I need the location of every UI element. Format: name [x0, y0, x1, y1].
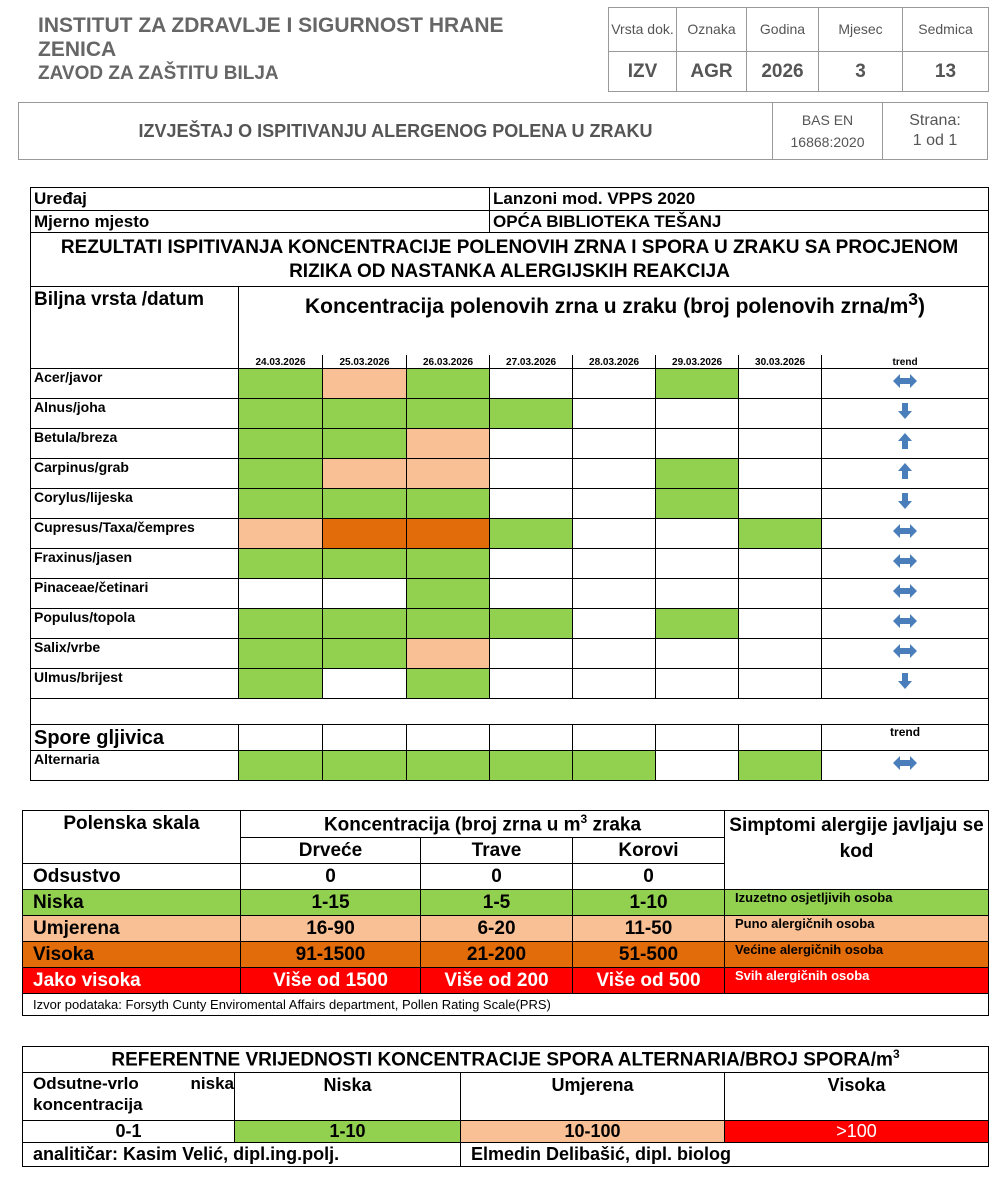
concentration-cell [323, 459, 407, 489]
scale-level-label: Umjerena [23, 916, 241, 942]
scale-grass-value: 6-20 [421, 916, 573, 942]
scale-weeds-value: 11-50 [573, 916, 725, 942]
alternaria-title-sup: 3 [892, 1047, 900, 1062]
arrow-left-right-icon [890, 619, 920, 636]
concentration-header [239, 287, 989, 355]
pollen-row [31, 669, 989, 699]
spore-header-cell [239, 725, 323, 751]
pollen-name: Acer/javor [31, 369, 239, 399]
concentration-cell [739, 489, 822, 519]
scale-row [23, 968, 989, 994]
concentration-cell [323, 519, 407, 549]
concentration-cell [739, 609, 822, 639]
pollen-name: Populus/topola [31, 609, 239, 639]
scale-weeds-value: 1-10 [573, 890, 725, 916]
trend-cell [822, 751, 989, 781]
institute-line3: ZAVOD ZA ZAŠTITU BILJA [38, 63, 279, 84]
spore-trend-header: trend [822, 725, 989, 751]
trend-header: trend [822, 355, 989, 369]
species-header: Biljna vrsta /datum [31, 287, 239, 369]
spacer-cell [31, 699, 989, 725]
concentration-cell [573, 399, 656, 429]
concentration-cell [239, 489, 323, 519]
pollen-name: Alnus/joha [31, 399, 239, 429]
concentration-cell [490, 639, 573, 669]
date-header: 29.03.2026 [656, 355, 739, 369]
concentration-cell [739, 519, 822, 549]
scale-weeds-value: 51-500 [573, 942, 725, 968]
pollen-name: Corylus/lijeska [31, 489, 239, 519]
concentration-cell [739, 549, 822, 579]
concentration-cell [739, 399, 822, 429]
scale-grass-value: Više od 200 [421, 968, 573, 994]
scale-grass-value: 1-5 [421, 890, 573, 916]
concentration-cell [739, 429, 822, 459]
concentration-cell [323, 579, 407, 609]
doc-week-value: 13 [903, 52, 989, 92]
concentration-cell [490, 669, 573, 699]
concentration-cell [656, 519, 739, 549]
results-title: REZULTATI ISPITIVANJA KONCENTRACIJE POLENOVIH ZRNA I SPORA U ZRAKU SA PROCJENOM RIZIKA OD NASTANKA ALERGIJSKIH REAKCIJA [31, 233, 989, 287]
trend-cell [822, 429, 989, 459]
concentration-cell [407, 369, 490, 399]
biologist-name: Elmedin Delibašić, dipl. biolog [461, 1143, 989, 1167]
concentration-cell [407, 459, 490, 489]
concentration-cell [407, 669, 490, 699]
alternaria-title-text: REFERENTNE VRIJEDNOSTI KONCENTRACIJE SPORA ALTERNARIA/BROJ SPORA/m [111, 1049, 893, 1071]
scale-grass-value: 21-200 [421, 942, 573, 968]
spore-header-cell [490, 725, 573, 751]
arrow-left-right-icon [890, 589, 920, 606]
concentration-cell [239, 369, 323, 399]
pollen-row [31, 489, 989, 519]
report-title-box [18, 102, 988, 160]
date-header: 27.03.2026 [490, 355, 573, 369]
concentration-cell [407, 579, 490, 609]
alternaria-value-moderate: 10-100 [461, 1121, 725, 1143]
concentration-cell [239, 429, 323, 459]
spore-header-cell [573, 725, 656, 751]
concentration-cell [573, 519, 656, 549]
alternaria-level-low: Niska [235, 1073, 461, 1121]
alternaria-value-low: 1-10 [235, 1121, 461, 1143]
concentration-cell [656, 751, 739, 781]
trend-cell [822, 369, 989, 399]
concentration-cell [323, 609, 407, 639]
concentration-cell [239, 751, 323, 781]
scale-trees-value: 91-1500 [241, 942, 421, 968]
doc-code-value: AGR [677, 52, 747, 92]
doc-code-label: Oznaka [677, 8, 747, 52]
scale-row [23, 942, 989, 968]
pollen-row [31, 639, 989, 669]
spore-name: Alternaria [31, 751, 239, 781]
concentration-cell [490, 519, 573, 549]
date-header: 26.03.2026 [407, 355, 490, 369]
concentration-cell [656, 489, 739, 519]
concentration-cell [323, 549, 407, 579]
arrow-up-icon [890, 469, 920, 486]
arrow-down-icon [890, 679, 920, 696]
location-label: Mjerno mjesto [31, 211, 490, 233]
report-title: IZVJEŠTAJ O ISPITIVANJU ALERGENOG POLENA U ZRAKU [19, 103, 773, 160]
scale-col-weeds: Korovi [573, 838, 725, 864]
concentration-cell [739, 459, 822, 489]
concentration-cell [239, 519, 323, 549]
concentration-cell [573, 579, 656, 609]
pollen-name: Ulmus/brijest [31, 669, 239, 699]
date-header: 28.03.2026 [573, 355, 656, 369]
concentration-header-text: Koncentracija polenovih zrna u zraku (broj polenovih zrna/m [305, 295, 909, 318]
location-value: OPĆA BIBLIOTEKA TEŠANJ [490, 211, 989, 233]
concentration-cell [573, 369, 656, 399]
pollen-scale-table [22, 810, 989, 1016]
spacer-row [31, 699, 989, 725]
spore-header-row [31, 725, 989, 751]
pollen-row [31, 609, 989, 639]
arrow-down-icon [890, 499, 920, 516]
concentration-cell [573, 639, 656, 669]
scale-header: Polenska skala [23, 811, 241, 864]
concentration-cell [656, 669, 739, 699]
scale-trees-value: 16-90 [241, 916, 421, 942]
concentration-cell [407, 399, 490, 429]
concentration-cell [239, 639, 323, 669]
concentration-cell [490, 579, 573, 609]
scale-level-label: Niska [23, 890, 241, 916]
scale-concentration-sup: 3 [580, 811, 588, 826]
concentration-cell [656, 369, 739, 399]
doc-month-label: Mjesec [819, 8, 903, 52]
arrow-left-right-icon [890, 379, 920, 396]
concentration-cell [239, 579, 323, 609]
device-value: Lanzoni mod. VPPS 2020 [490, 188, 989, 211]
doc-year-value: 2026 [747, 52, 819, 92]
concentration-cell [573, 429, 656, 459]
arrow-left-right-icon [890, 649, 920, 666]
concentration-cell [323, 429, 407, 459]
scale-weeds-value: 0 [573, 864, 725, 890]
concentration-cell [407, 429, 490, 459]
scale-source-row [23, 994, 989, 1016]
concentration-cell [239, 669, 323, 699]
institute-line2: ZENICA [38, 38, 117, 61]
spore-header-cell [656, 725, 739, 751]
concentration-cell [739, 669, 822, 699]
concentration-cell [407, 549, 490, 579]
pollen-row [31, 579, 989, 609]
concentration-cell [323, 751, 407, 781]
scale-concentration-header [241, 811, 725, 838]
scale-row [23, 916, 989, 942]
concentration-cell [407, 751, 490, 781]
scale-trees-value: 1-15 [241, 890, 421, 916]
pollen-name: Carpinus/grab [31, 459, 239, 489]
concentration-header-sup: 3 [908, 289, 919, 309]
concentration-cell [323, 399, 407, 429]
concentration-cell [490, 399, 573, 429]
trend-cell [822, 519, 989, 549]
page-number [883, 103, 988, 160]
scale-grass-value: 0 [421, 864, 573, 890]
concentration-cell [739, 639, 822, 669]
trend-cell [822, 609, 989, 639]
concentration-cell [490, 459, 573, 489]
arrow-up-icon [890, 439, 920, 456]
doc-year-label: Godina [747, 8, 819, 52]
concentration-cell [656, 609, 739, 639]
pollen-name: Fraxinus/jasen [31, 549, 239, 579]
date-header: 25.03.2026 [323, 355, 407, 369]
trend-cell [822, 459, 989, 489]
spore-header-cell [739, 725, 822, 751]
pollen-row [31, 519, 989, 549]
concentration-cell [573, 549, 656, 579]
scale-col-trees: Drveće [241, 838, 421, 864]
concentration-cell [739, 579, 822, 609]
trend-cell [822, 399, 989, 429]
alternaria-value-absent: 0-1 [23, 1121, 235, 1143]
institute-name [38, 14, 598, 86]
alternaria-value-high: >100 [725, 1121, 989, 1143]
scale-symptom: Puno alergičnih osoba [725, 916, 989, 942]
doc-type-value: IZV [609, 52, 677, 92]
trend-cell [822, 579, 989, 609]
institute-line1: INSTITUT ZA ZDRAVLJE I SIGURNOST HRANE [38, 14, 504, 37]
scale-symptom: Svih alergičnih osoba [725, 968, 989, 994]
pollen-name: Cupresus/Taxa/čempres [31, 519, 239, 549]
pollen-row [31, 549, 989, 579]
pollen-name: Betula/breza [31, 429, 239, 459]
alternaria-title [23, 1047, 989, 1073]
concentration-cell [239, 399, 323, 429]
scale-trees-value: 0 [241, 864, 421, 890]
concentration-cell [656, 549, 739, 579]
concentration-cell [490, 369, 573, 399]
scale-level-label: Visoka [23, 942, 241, 968]
concentration-cell [407, 519, 490, 549]
arrow-down-icon [890, 409, 920, 426]
doc-month-value: 3 [819, 52, 903, 92]
concentration-cell [739, 369, 822, 399]
scale-row [23, 890, 989, 916]
concentration-cell [739, 751, 822, 781]
date-header: 24.03.2026 [239, 355, 323, 369]
concentration-cell [573, 459, 656, 489]
concentration-cell [490, 429, 573, 459]
concentration-cell [323, 369, 407, 399]
spore-header-cell [407, 725, 490, 751]
concentration-cell [407, 639, 490, 669]
trend-cell [822, 549, 989, 579]
concentration-cell [407, 609, 490, 639]
arrow-left-right-icon [890, 761, 920, 778]
concentration-cell [656, 579, 739, 609]
concentration-cell [573, 751, 656, 781]
concentration-cell [656, 639, 739, 669]
spore-row [31, 751, 989, 781]
concentration-cell [490, 609, 573, 639]
scale-concentration-text: Koncentracija (broj zrna u m [323, 814, 581, 836]
scale-source: Izvor podataka: Forsyth Cunty Enviromental Affairs department, Pollen Rating Scale(PRS) [23, 994, 989, 1016]
concentration-cell [656, 459, 739, 489]
alternaria-level-moderate: Umjerena [461, 1073, 725, 1121]
scale-level-label: Odsustvo [23, 864, 241, 890]
concentration-cell [490, 489, 573, 519]
concentration-header-end: ) [918, 295, 926, 318]
concentration-cell [573, 489, 656, 519]
concentration-cell [323, 489, 407, 519]
concentration-cell [239, 549, 323, 579]
concentration-cell [239, 459, 323, 489]
pollen-row [31, 429, 989, 459]
pollen-row [31, 459, 989, 489]
pollen-row [31, 399, 989, 429]
scale-weeds-value: Više od 500 [573, 968, 725, 994]
alternaria-level-high: Visoka [725, 1073, 989, 1121]
scale-symptom: Izuzetno osjetljivih osoba [725, 890, 989, 916]
pollen-results-table [30, 187, 989, 781]
concentration-cell [490, 751, 573, 781]
date-header: 30.03.2026 [739, 355, 822, 369]
document-info-table [608, 7, 989, 92]
trend-cell [822, 669, 989, 699]
trend-cell [822, 489, 989, 519]
concentration-cell [573, 609, 656, 639]
scale-col-grass: Trave [421, 838, 573, 864]
analyst-name: analitičar: Kasim Velić, dipl.ing.polj. [23, 1143, 461, 1167]
concentration-cell [573, 669, 656, 699]
spore-header: Spore gljivica [31, 725, 239, 751]
scale-symptom: Većine alergičnih osoba [725, 942, 989, 968]
spore-header-cell [323, 725, 407, 751]
standard-code: BAS EN 16868:2020 [773, 103, 883, 160]
scale-level-label: Jako visoka [23, 968, 241, 994]
alternaria-reference-table [22, 1046, 989, 1167]
concentration-cell [407, 489, 490, 519]
concentration-cell [323, 639, 407, 669]
pollen-name: Pinaceae/četinari [31, 579, 239, 609]
scale-trees-value: Više od 1500 [241, 968, 421, 994]
doc-type-label: Vrsta dok. [609, 8, 677, 52]
pollen-row [31, 369, 989, 399]
page-label: Strana: [909, 112, 961, 129]
concentration-cell [239, 609, 323, 639]
arrow-left-right-icon [890, 559, 920, 576]
scale-concentration-end: zraka [587, 814, 642, 836]
page-value: 1 od 1 [912, 132, 958, 149]
arrow-left-right-icon [890, 529, 920, 546]
concentration-cell [656, 399, 739, 429]
pollen-name: Salix/vrbe [31, 639, 239, 669]
alternaria-level-absent: Odsutne-vrlo niska koncentracija [23, 1073, 235, 1121]
trend-cell [822, 639, 989, 669]
device-label: Uređaj [31, 188, 490, 211]
doc-week-label: Sedmica [903, 8, 989, 52]
concentration-cell [323, 669, 407, 699]
symptoms-header: Simptomi alergije javljaju se kod [725, 811, 989, 890]
concentration-cell [656, 429, 739, 459]
concentration-cell [490, 549, 573, 579]
